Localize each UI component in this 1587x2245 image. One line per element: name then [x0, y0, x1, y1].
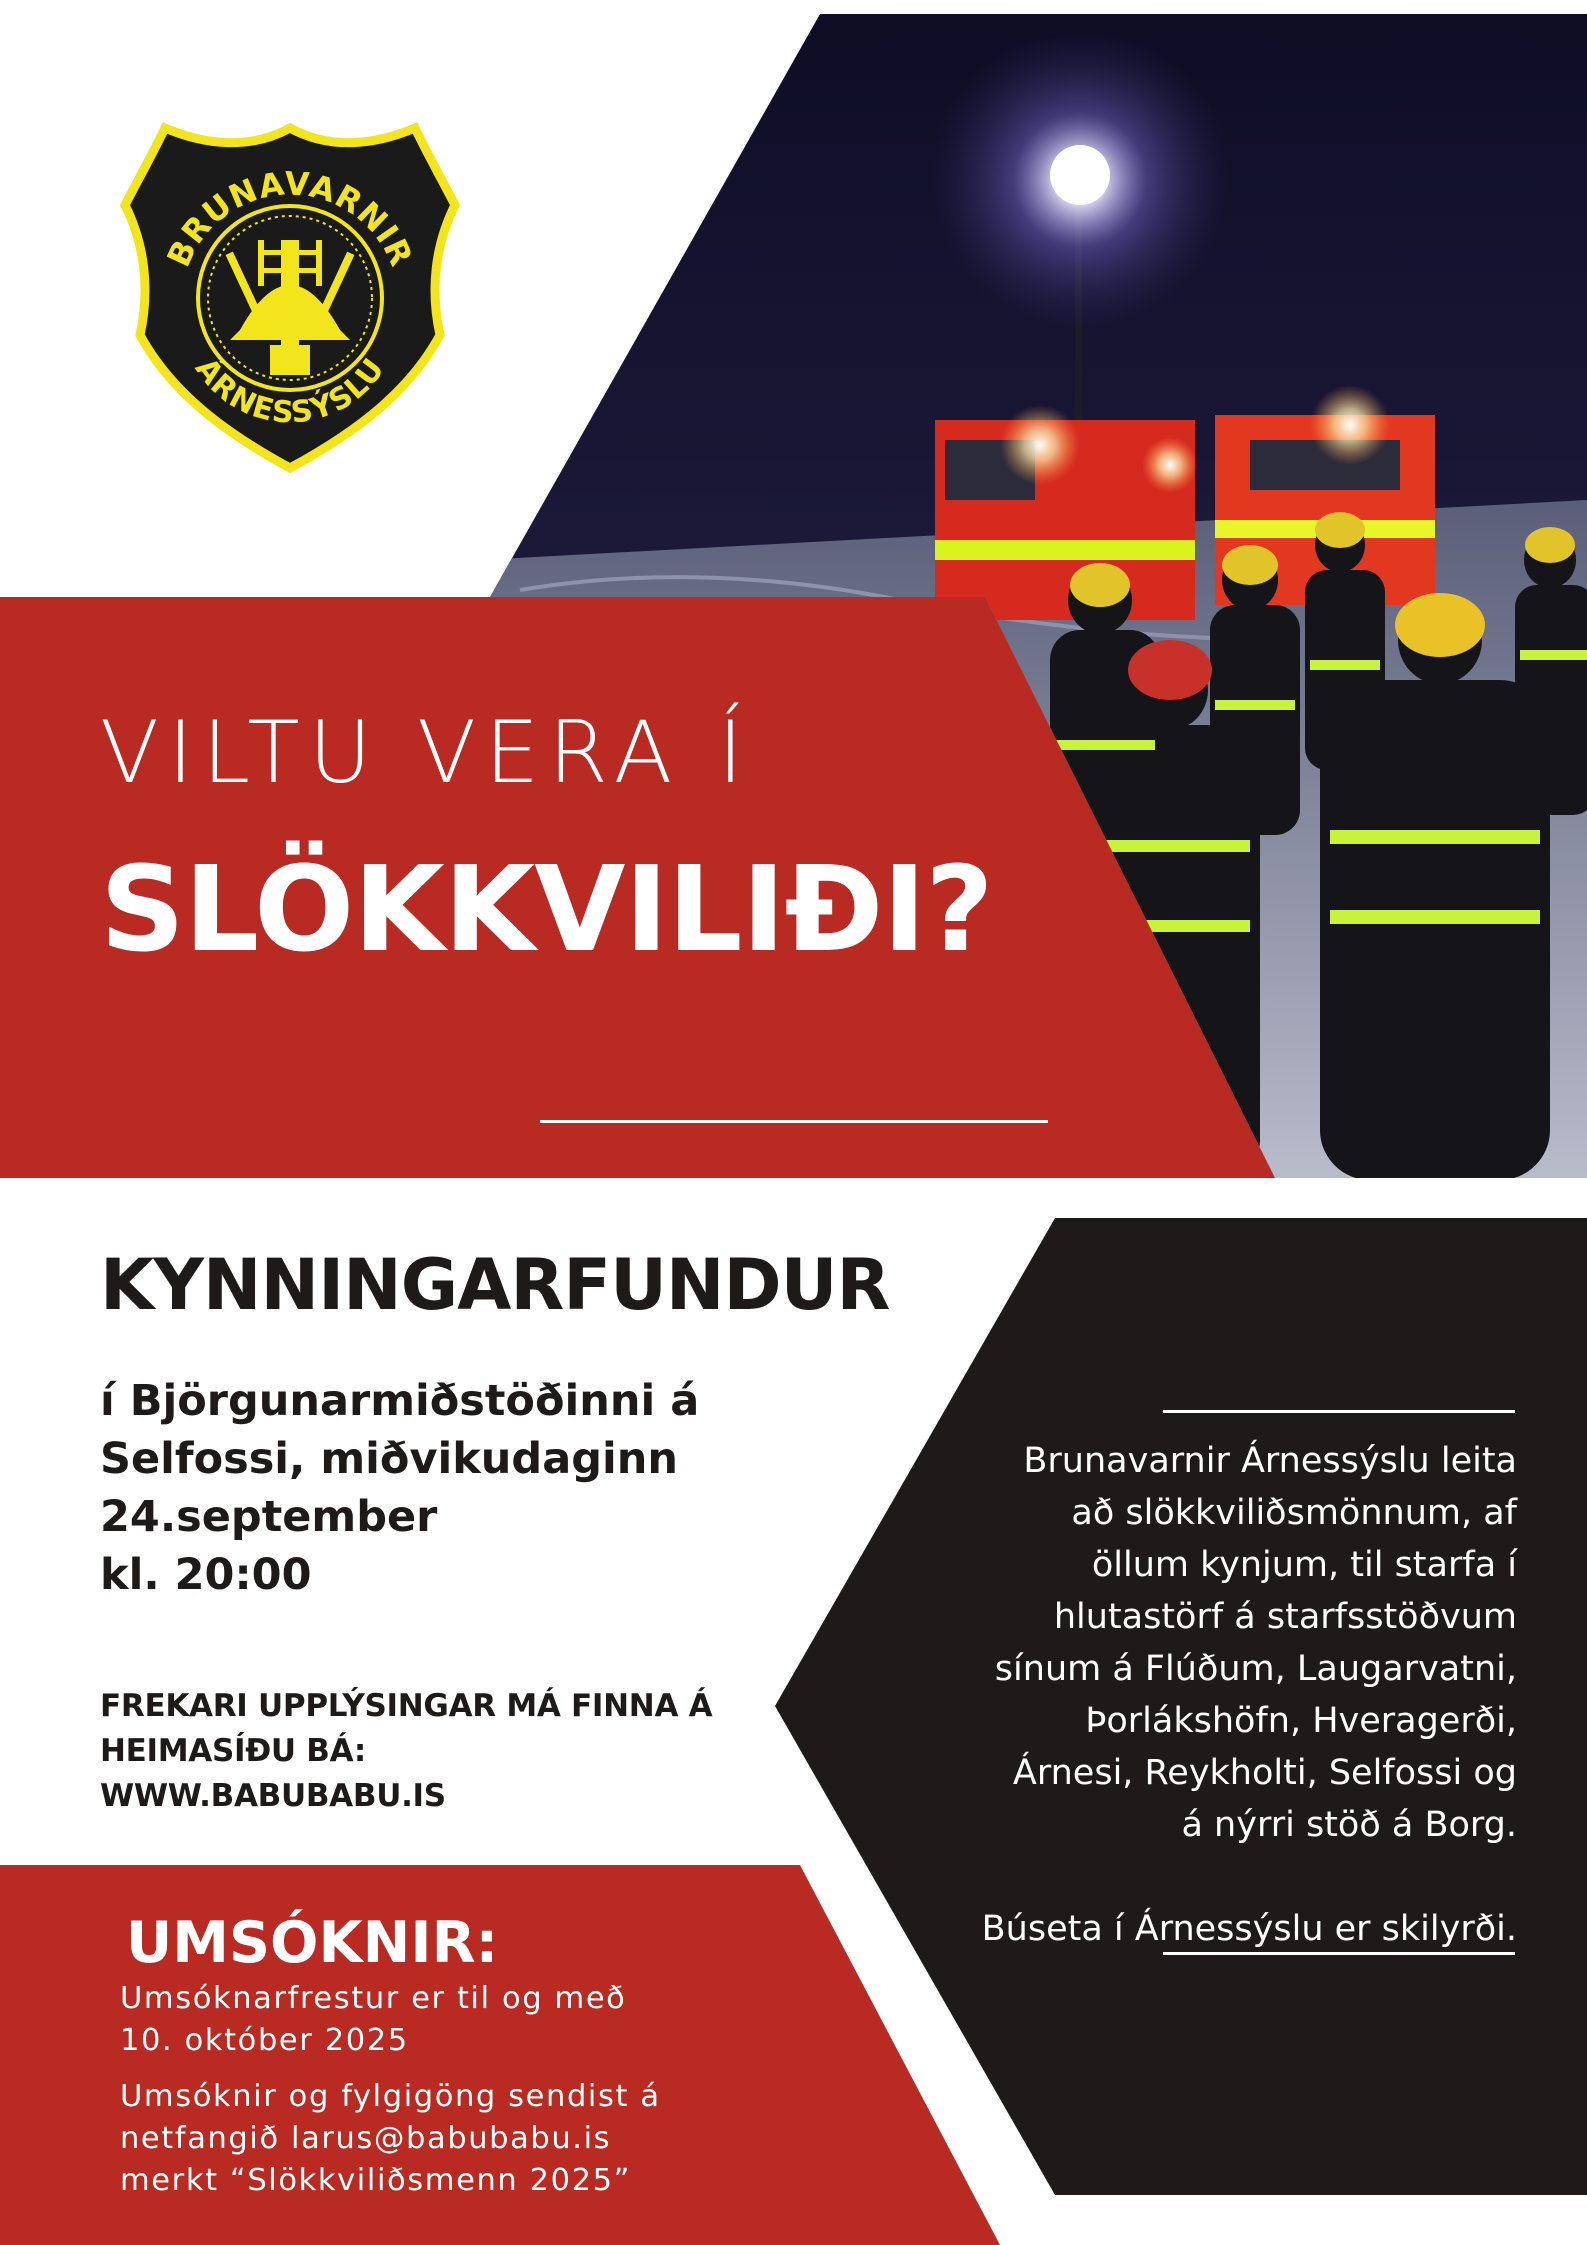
more-info-line: FREKARI UPPLÝSINGAR MÁ FINNA Á	[100, 1688, 713, 1724]
applications-text	[120, 1978, 780, 2202]
website-link[interactable]: WWW.BABUBABU.IS	[100, 1778, 446, 1814]
meeting-title: KYNNINGARFUNDUR	[100, 1244, 890, 1326]
description-line: á nýrri stöð á Borg.	[1181, 1805, 1517, 1845]
send-line: merkt “Slökkviliðsmenn 2025”	[120, 2163, 632, 2198]
more-info-line: HEIMASÍÐU BÁ:	[100, 1733, 366, 1769]
badge-top-text: BRUNAVARNIR	[159, 164, 421, 273]
headline-line-2: SLÖKKVILIÐI?	[100, 840, 993, 978]
meeting-details	[100, 1372, 760, 1604]
description-line: að slökkviliðsmönnum, af	[1071, 1493, 1517, 1533]
email-link[interactable]: netfangið larus@babubabu.is	[120, 2121, 612, 2156]
meeting-detail-line: 24.september	[100, 1492, 438, 1542]
more-info	[100, 1684, 800, 1819]
spacer	[120, 2062, 780, 2076]
description-line: hlutastörf á starfsstöðvum	[1053, 1597, 1517, 1637]
brunavarnir-badge-logo	[125, 128, 455, 468]
description-line: sínum á Flúðum, Laugarvatni,	[994, 1649, 1517, 1689]
meeting-detail-line: Selfossi, miðvikudaginn	[100, 1434, 678, 1484]
spacer	[797, 1851, 1517, 1903]
meeting-detail-line: í Björgunarmiðstöðinni á	[100, 1376, 700, 1426]
description-line: Þorlákshöfn, Hveragerði,	[1085, 1701, 1517, 1741]
deadline-line: 10. október 2025	[120, 2023, 409, 2058]
description-top-divider	[1163, 1410, 1515, 1413]
headline-line-1: VILTU VERA Í	[100, 703, 753, 803]
deadline-line: Umsóknarfrestur er til og með	[120, 1981, 627, 2016]
residence-requirement: Búseta í Árnessýslu er skilyrði.	[981, 1909, 1517, 1949]
description-line: Brunavarnir Árnessýslu leita	[1023, 1441, 1517, 1481]
headline-divider	[540, 1120, 1048, 1123]
applications-title: UMSÓKNIR:	[126, 1910, 499, 1976]
badge-bottom-text: ÁRNESSÝSLU	[187, 351, 393, 431]
meeting-detail-line: kl. 20:00	[100, 1550, 312, 1600]
description-line: Árnesi, Reykholti, Selfossi og	[1012, 1753, 1517, 1793]
send-line: Umsóknir og fylgigöng sendist á	[120, 2079, 661, 2114]
description-line: öllum kynjum, til starfa í	[1091, 1545, 1517, 1585]
description-text	[797, 1435, 1517, 1955]
